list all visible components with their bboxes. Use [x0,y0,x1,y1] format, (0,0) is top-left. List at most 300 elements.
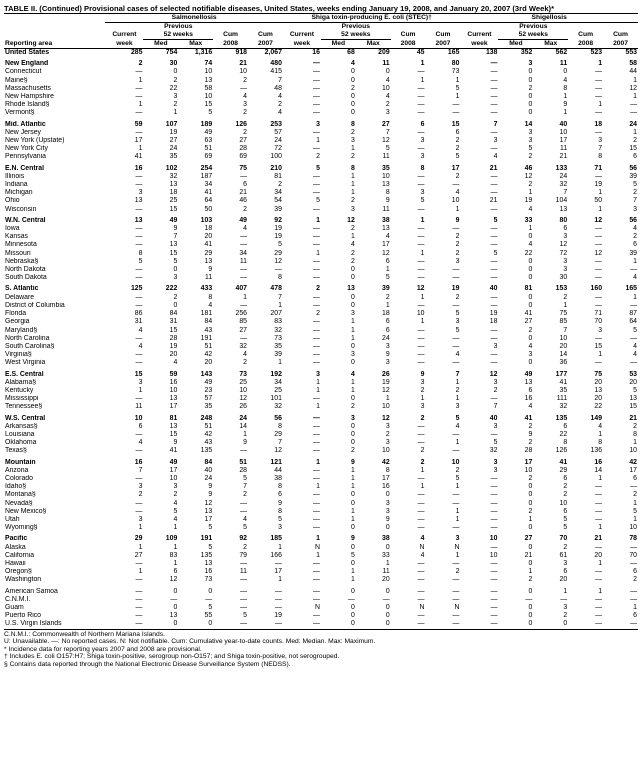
value-cell: 0 [528,68,533,76]
value-cell: 1 [243,293,248,301]
value-cell: 2 [420,458,425,466]
value-cell: — [452,491,460,499]
table-row [4,423,638,431]
value-cell: 5 [316,197,320,205]
value-cell: 7 [278,439,282,447]
region-row [4,285,638,293]
value-cell: — [417,128,425,136]
value-cell: 21 [629,414,637,422]
value-cell: 5 [633,386,637,394]
reporting-area-cell: Illinois [5,172,25,180]
value-cell: — [452,301,460,309]
value-cell: 0 [350,301,355,309]
value-cell: 1 [316,378,320,386]
value-cell: — [313,430,320,438]
value-cell: — [240,595,248,603]
value-cell: N [419,604,425,611]
value-cell: 7 [563,189,568,197]
value-cell: — [417,422,425,430]
value-cell: 2 [243,543,248,551]
value-cell: 44 [629,68,637,76]
value-cell: 39 [629,249,637,257]
value-cell: 0 [528,620,533,628]
reporting-area-cell: S. Atlantic [5,285,39,293]
value-cell: — [452,342,460,350]
value-cell: — [452,499,460,507]
value-cell: — [313,612,320,620]
value-cell: 5 [455,474,460,482]
value-cell: 1 [598,60,603,68]
value-cell: 0 [350,266,355,274]
value-cell: — [595,241,603,249]
value-cell: 12 [489,370,498,378]
value-cell: — [595,595,603,603]
value-cell: — [135,620,143,628]
value-cell: 5 [243,524,248,532]
value-cell: 6 [138,422,143,430]
reporting-area-cell: Alaska [5,543,26,551]
value-cell: — [490,68,498,76]
table-row [4,310,638,318]
value-cell: 13 [629,395,637,403]
value-cell: — [135,447,143,455]
value-cell: 10 [559,499,568,507]
header-previous: Previous [519,23,548,30]
value-cell: — [490,507,498,515]
value-cell: 5 [455,153,460,161]
value-cell: — [135,205,143,213]
value-cell: 50 [594,197,603,205]
value-cell: 4 [350,60,355,68]
value-cell: 8 [138,249,143,257]
value-cell: 0 [528,233,533,241]
value-cell: 1 [420,76,425,84]
value-cell: 13 [169,612,178,620]
value-cell: — [452,559,460,567]
value-cell: — [630,109,637,117]
value-cell: 3 [528,60,533,68]
value-cell: 71 [594,310,603,318]
value-cell: 6 [633,241,637,249]
value-cell: 35 [204,403,213,411]
value-cell: — [240,334,248,342]
value-cell: 4 [243,351,248,359]
header-current: Current [467,31,492,39]
value-cell: 34 [239,249,248,257]
value-cell: 1 [455,93,460,101]
value-cell: 21 [524,551,533,559]
value-cell: — [595,543,603,551]
value-cell: 0 [528,587,533,595]
value-cell: — [490,559,498,567]
value-cell: 10 [169,474,178,482]
value-cell: 1 [316,551,320,559]
value-cell: 13 [134,216,143,224]
value-cell: 15 [451,120,460,128]
value-cell: — [382,595,390,603]
value-cell: 3 [455,318,460,326]
value-cell: 1 [633,93,637,101]
value-cell: 2 [455,249,460,257]
value-cell: 46 [524,164,533,172]
value-cell: 1 [420,466,425,474]
region-row [4,371,638,379]
value-cell: 3 [385,499,390,507]
value-cell: 3 [455,535,460,543]
value-cell: — [240,266,248,274]
value-cell: 2 [350,153,355,161]
table-row [4,153,638,161]
value-cell: — [595,620,603,628]
value-cell: — [595,334,603,342]
value-cell: 2 [633,576,637,584]
value-cell: — [490,499,498,507]
value-cell: — [630,483,637,491]
footnote: U: Unavailable. —: No reported cases. N: Not notifiable. Cum: Cumulative year-to-date counts. Med: Median. Max: Maximum. [4,638,376,646]
value-cell: — [490,604,498,611]
value-cell: 160 [590,285,603,293]
value-cell: 6 [563,568,568,576]
value-cell: 192 [270,370,282,378]
value-cell: 1 [350,326,355,334]
value-cell: 4 [633,274,637,282]
header-reporting-area: Reporting area [4,40,105,49]
value-cell: 20 [594,395,603,403]
value-cell: 0 [528,543,533,551]
value-cell: 8 [420,164,425,172]
value-cell: — [313,145,320,153]
reporting-area-cell: Oregon§ [5,568,32,576]
value-cell: 5 [493,216,498,224]
value-cell: 5 [493,249,498,257]
value-cell: 3 [173,93,178,101]
value-cell: — [135,507,143,515]
value-cell: 6 [633,153,637,161]
value-cell: 2 [633,491,637,499]
value-cell: 0 [528,76,533,84]
value-cell: 10 [204,68,213,76]
value-cell: — [313,205,320,213]
value-cell: 13 [594,386,603,394]
value-cell: 20 [559,342,568,350]
value-cell: 181 [200,310,213,318]
value-cell: 2 [316,285,320,293]
value-cell: 1 [455,395,460,403]
value-cell: 33 [524,216,533,224]
value-cell: — [135,395,143,403]
region-row [4,415,638,423]
value-cell: — [313,466,320,474]
value-cell: — [205,595,213,603]
value-cell: — [417,301,425,309]
value-cell: 3 [173,274,178,282]
value-cell: 13 [169,395,178,403]
value-cell: 29 [274,249,282,257]
value-cell: 3 [138,378,143,386]
value-cell: 20 [381,576,390,584]
table-row [4,500,638,508]
reporting-area-cell: West Virginia [5,359,46,367]
value-cell: — [417,515,425,523]
value-cell: 143 [200,370,213,378]
value-cell: — [240,447,248,455]
value-cell: 3 [243,101,248,109]
value-cell: 51 [204,422,213,430]
value-cell: 1 [350,483,355,491]
value-cell: 8 [563,84,568,92]
value-cell: 2 [173,491,178,499]
value-cell: — [595,257,603,265]
value-cell: 59 [134,120,143,128]
value-cell: 1 [350,233,355,241]
value-cell: — [313,225,320,233]
value-cell: — [490,568,498,576]
value-cell: 42 [629,458,637,466]
value-cell: 1 [598,205,603,213]
value-cell: 0 [350,76,355,84]
value-cell: 40 [489,285,498,293]
value-cell: 17 [451,164,460,172]
value-cell: 78 [629,535,637,543]
value-cell: 4 [528,205,533,213]
value-cell: 3 [385,342,390,350]
value-cell: 2 [385,101,390,109]
value-cell: 5 [208,524,213,532]
value-cell: — [630,301,637,309]
value-cell: 30 [169,60,178,68]
value-cell: 0 [173,587,178,595]
value-cell: 31 [134,318,143,326]
value-cell: 0 [173,301,178,309]
value-cell: 15 [134,370,143,378]
value-cell: 8 [350,120,355,128]
value-cell: — [135,293,143,301]
value-cell: 19 [594,181,603,189]
header-cum: Cum [258,31,273,39]
value-cell: 256 [235,310,248,318]
value-cell: 1 [563,301,568,309]
value-cell: 553 [625,49,637,56]
value-cell: — [313,395,320,403]
value-cell: — [417,439,425,447]
value-cell: 21 [239,189,248,197]
value-cell: 135 [200,447,213,455]
table-row [4,439,638,447]
value-cell: 1 [598,189,603,197]
value-cell: 4 [243,225,248,233]
value-cell: 0 [528,604,533,611]
value-cell: — [490,301,498,309]
value-cell: 27 [381,120,390,128]
value-cell: 754 [165,49,178,56]
value-cell: 1 [350,515,355,523]
value-cell: — [275,604,282,611]
value-cell: 3 [528,351,533,359]
value-cell: 352 [520,49,533,56]
value-cell: 4 [563,76,568,84]
value-cell: 1 [598,524,603,532]
value-cell: 0 [208,620,213,628]
value-cell: 25 [169,197,178,205]
table-row [4,77,638,85]
value-cell: 12 [347,216,355,224]
value-cell: 69 [239,153,248,161]
value-cell: 562 [555,49,568,56]
reporting-area-cell: United States [5,49,50,56]
value-cell: — [417,576,425,584]
value-cell: 4 [173,359,178,367]
value-cell: 2 [420,447,425,455]
value-cell: 3 [598,326,603,334]
value-cell: 0 [350,101,355,109]
reporting-area-cell: Kentucky [5,386,34,394]
value-cell: 1 [420,216,425,224]
value-cell: 4 [420,535,425,543]
value-cell: — [135,109,143,117]
header-52weeks: 52 weeks [498,31,568,40]
reporting-area-cell: South Carolina§ [5,342,55,350]
value-cell: 0 [350,93,355,101]
reporting-area-cell: C.N.M.I. [5,595,31,603]
reporting-area-cell: E.N. Central [5,164,45,172]
reporting-area-cell: Virginia§ [5,351,32,359]
value-cell: 3 [563,604,568,611]
value-cell: 1 [598,559,603,567]
value-cell: 30 [559,274,568,282]
value-cell: 1 [563,93,568,101]
value-cell: — [595,266,603,274]
table-bottom-rule [4,629,638,630]
table-row [4,335,638,343]
value-cell: 3 [598,137,603,145]
value-cell: — [630,266,637,274]
value-cell: 1 [420,249,425,257]
value-cell: 104 [555,197,568,205]
value-cell: 3 [385,359,390,367]
value-cell: 10 [169,386,178,394]
table-row [4,491,638,499]
value-cell: — [135,93,143,101]
value-cell: — [313,233,320,241]
value-cell: 0 [173,68,178,76]
value-cell: — [313,318,320,326]
value-cell: N [314,604,320,611]
value-cell: 27 [134,551,143,559]
value-cell: 8 [385,189,390,197]
value-cell: — [313,109,320,117]
header-current: Current [112,31,137,39]
value-cell: — [347,595,355,603]
value-cell: 12 [274,447,282,455]
reporting-area-cell: Iowa [5,225,20,233]
value-cell: 0 [563,68,568,76]
value-cell: 25 [239,378,248,386]
value-cell: 10 [134,414,143,422]
value-cell: — [313,359,320,367]
value-cell: — [452,274,460,282]
value-cell: — [452,334,460,342]
value-cell: 5 [278,515,282,523]
value-cell: — [595,491,603,499]
value-cell: 5 [455,84,460,92]
value-cell: 83 [274,318,282,326]
value-cell: 17 [274,568,282,576]
value-cell: 2 [455,386,460,394]
value-cell: 1 [528,515,533,523]
value-cell: — [490,145,498,153]
value-cell: 8 [598,439,603,447]
value-cell: — [490,60,498,68]
value-cell: 2 [316,153,320,161]
value-cell: 1 [633,439,637,447]
value-cell: — [313,60,320,68]
value-cell: 1 [316,216,320,224]
value-cell: 1 [385,301,390,309]
header-cum: Cum [400,31,416,39]
reporting-area-cell: Arizona [5,466,29,474]
value-cell: 285 [130,49,143,56]
value-cell: — [417,266,425,274]
value-cell: 5 [528,145,533,153]
value-cell: 103 [200,216,213,224]
value-cell: 1 [455,483,460,491]
value-cell: 4 [208,301,213,309]
value-cell: 1 [563,109,568,117]
value-cell: — [313,181,320,189]
reporting-area-cell: Louisiana [5,430,35,438]
value-cell: — [630,559,637,567]
value-cell: 8 [598,153,603,161]
value-cell: 0 [173,620,178,628]
value-cell: 3 [385,109,390,117]
value-cell: — [490,181,498,189]
value-cell: 1 [455,551,460,559]
value-cell: 12 [381,137,390,145]
reporting-area-cell: District of Columbia [5,301,65,309]
value-cell: 21 [489,197,498,205]
value-cell: 3 [563,559,568,567]
value-cell: 2 [278,181,282,189]
value-cell: 2 [243,491,248,499]
table-row [4,233,638,241]
value-cell: 2 [243,128,248,136]
value-cell: 16 [204,568,213,576]
value-cell: — [313,499,320,507]
value-cell: 2 [278,101,282,109]
value-cell: 102 [165,164,178,172]
value-cell: 2 [528,326,533,334]
value-cell: 5 [633,507,637,515]
reporting-area-cell: W.S. Central [5,414,46,422]
value-cell: — [490,612,498,620]
reporting-area-cell: Georgia [5,318,30,326]
table-row [4,241,638,249]
value-cell: 72 [274,145,282,153]
value-cell: 3 [385,507,390,515]
value-cell: 73 [239,370,248,378]
value-cell: 10 [381,84,390,92]
value-cell: 12 [594,249,603,257]
reporting-area-cell: South Dakota [5,274,47,282]
value-cell: 12 [204,499,213,507]
value-cell: 54 [274,197,282,205]
value-cell: 1 [598,101,603,109]
value-cell: 149 [590,414,603,422]
value-cell: 20 [169,351,178,359]
value-cell: 1 [420,395,425,403]
value-cell: 39 [274,205,282,213]
value-cell: 4 [385,93,390,101]
